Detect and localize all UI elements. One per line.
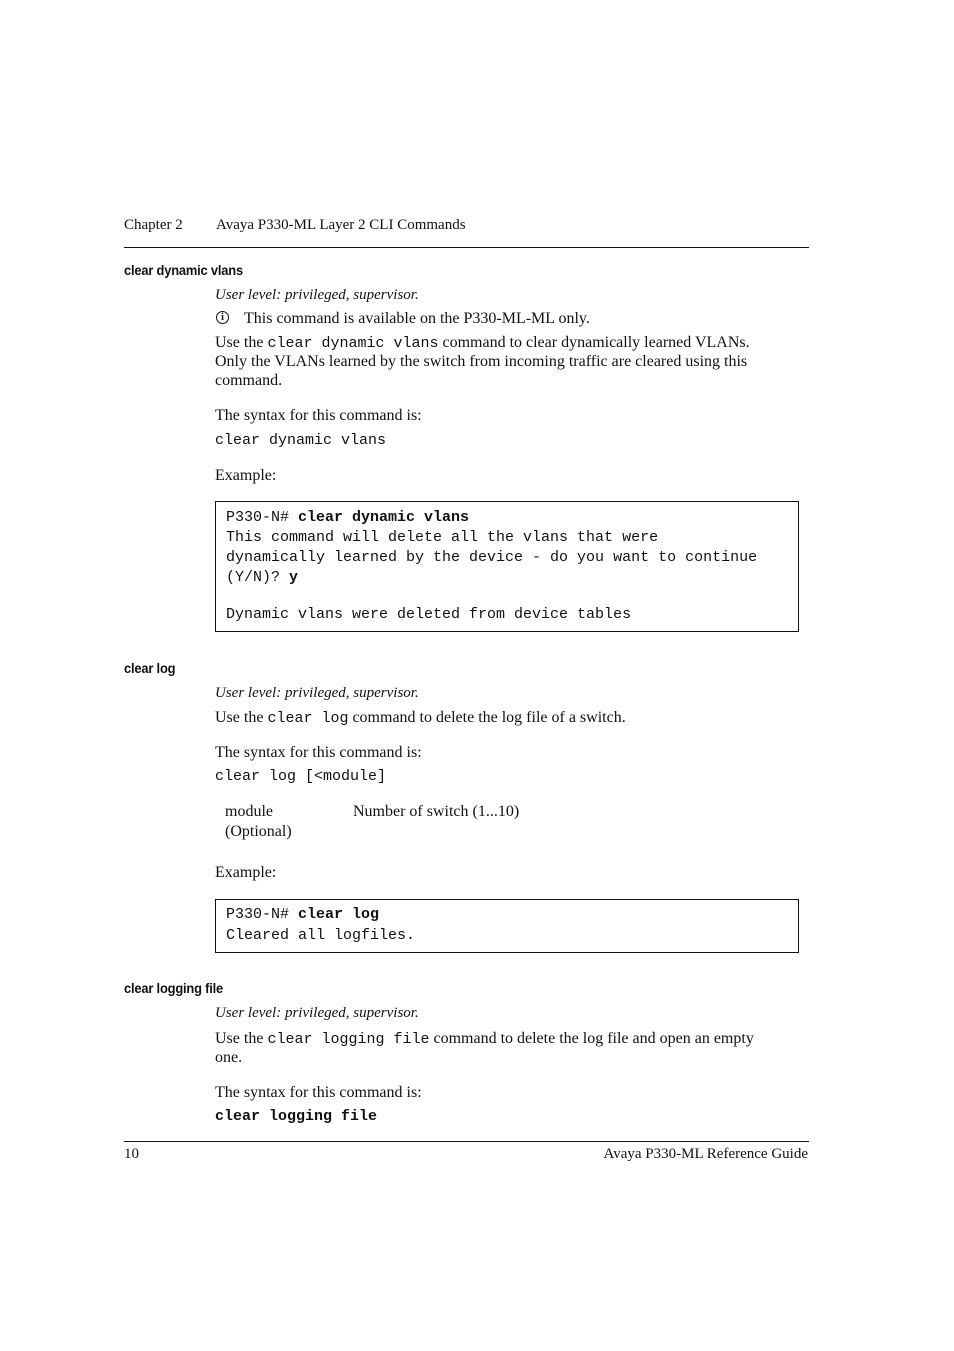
footer-guide-title: Avaya P330-ML Reference Guide — [603, 1146, 808, 1162]
header-title: Avaya P330-ML Layer 2 CLI Commands — [216, 217, 466, 233]
user-level: User level: privileged, supervisor. — [215, 1005, 419, 1021]
section-heading-clear-dynamic-vlans: clear dynamic vlans — [124, 262, 243, 278]
syntax-intro: The syntax for this command is: — [215, 407, 422, 424]
param-name-note: (Optional) — [225, 823, 292, 840]
syntax-intro: The syntax for this command is: — [215, 1084, 422, 1101]
description-line: Use the clear log command to delete the log file of a switch. — [215, 709, 626, 727]
example-code-box — [215, 899, 799, 953]
example-line: P330-N# clear log — [226, 906, 380, 923]
header-chapter: Chapter 2 — [124, 217, 183, 233]
example-label: Example: — [215, 467, 277, 484]
example-line: (Y/N)? y — [226, 569, 299, 586]
example-line: Cleared all logfiles. — [226, 927, 416, 944]
example-line: dynamically learned by the device - do you want to continue — [226, 549, 758, 566]
footer-rule — [124, 1141, 809, 1142]
param-description: Number of switch (1...10) — [353, 803, 520, 820]
note-text: This command is available on the P330-ML-ML only. — [244, 310, 590, 327]
info-icon: i — [216, 311, 229, 324]
page-number: 10 — [124, 1146, 139, 1162]
syntax-code: clear log [<module] — [215, 768, 387, 785]
example-label: Example: — [215, 864, 277, 881]
description-line: one. — [215, 1049, 243, 1066]
syntax-code: clear dynamic vlans — [215, 432, 387, 449]
description-line: Only the VLANs learned by the switch from incoming traffic are cleared using this — [215, 353, 748, 370]
param-name: module — [225, 803, 273, 820]
example-line: This command will delete all the vlans that were — [226, 529, 659, 546]
section-heading-clear-logging-file: clear logging file — [124, 980, 224, 996]
header-rule — [124, 247, 809, 248]
user-level: User level: privileged, supervisor. — [215, 287, 419, 303]
description-line: Use the clear logging file command to delete the log file and open an empty — [215, 1030, 754, 1048]
syntax-code: clear logging file — [215, 1108, 378, 1125]
user-level: User level: privileged, supervisor. — [215, 685, 419, 701]
example-line: P330-N# clear dynamic vlans — [226, 509, 470, 526]
description-line: Use the clear dynamic vlans command to clear dynamically learned VLANs. — [215, 334, 750, 352]
description-line: command. — [215, 372, 283, 389]
section-heading-clear-log: clear log — [124, 660, 176, 676]
example-line: Dynamic vlans were deleted from device tables — [226, 606, 632, 623]
syntax-intro: The syntax for this command is: — [215, 744, 422, 761]
example-code-box — [215, 501, 799, 632]
